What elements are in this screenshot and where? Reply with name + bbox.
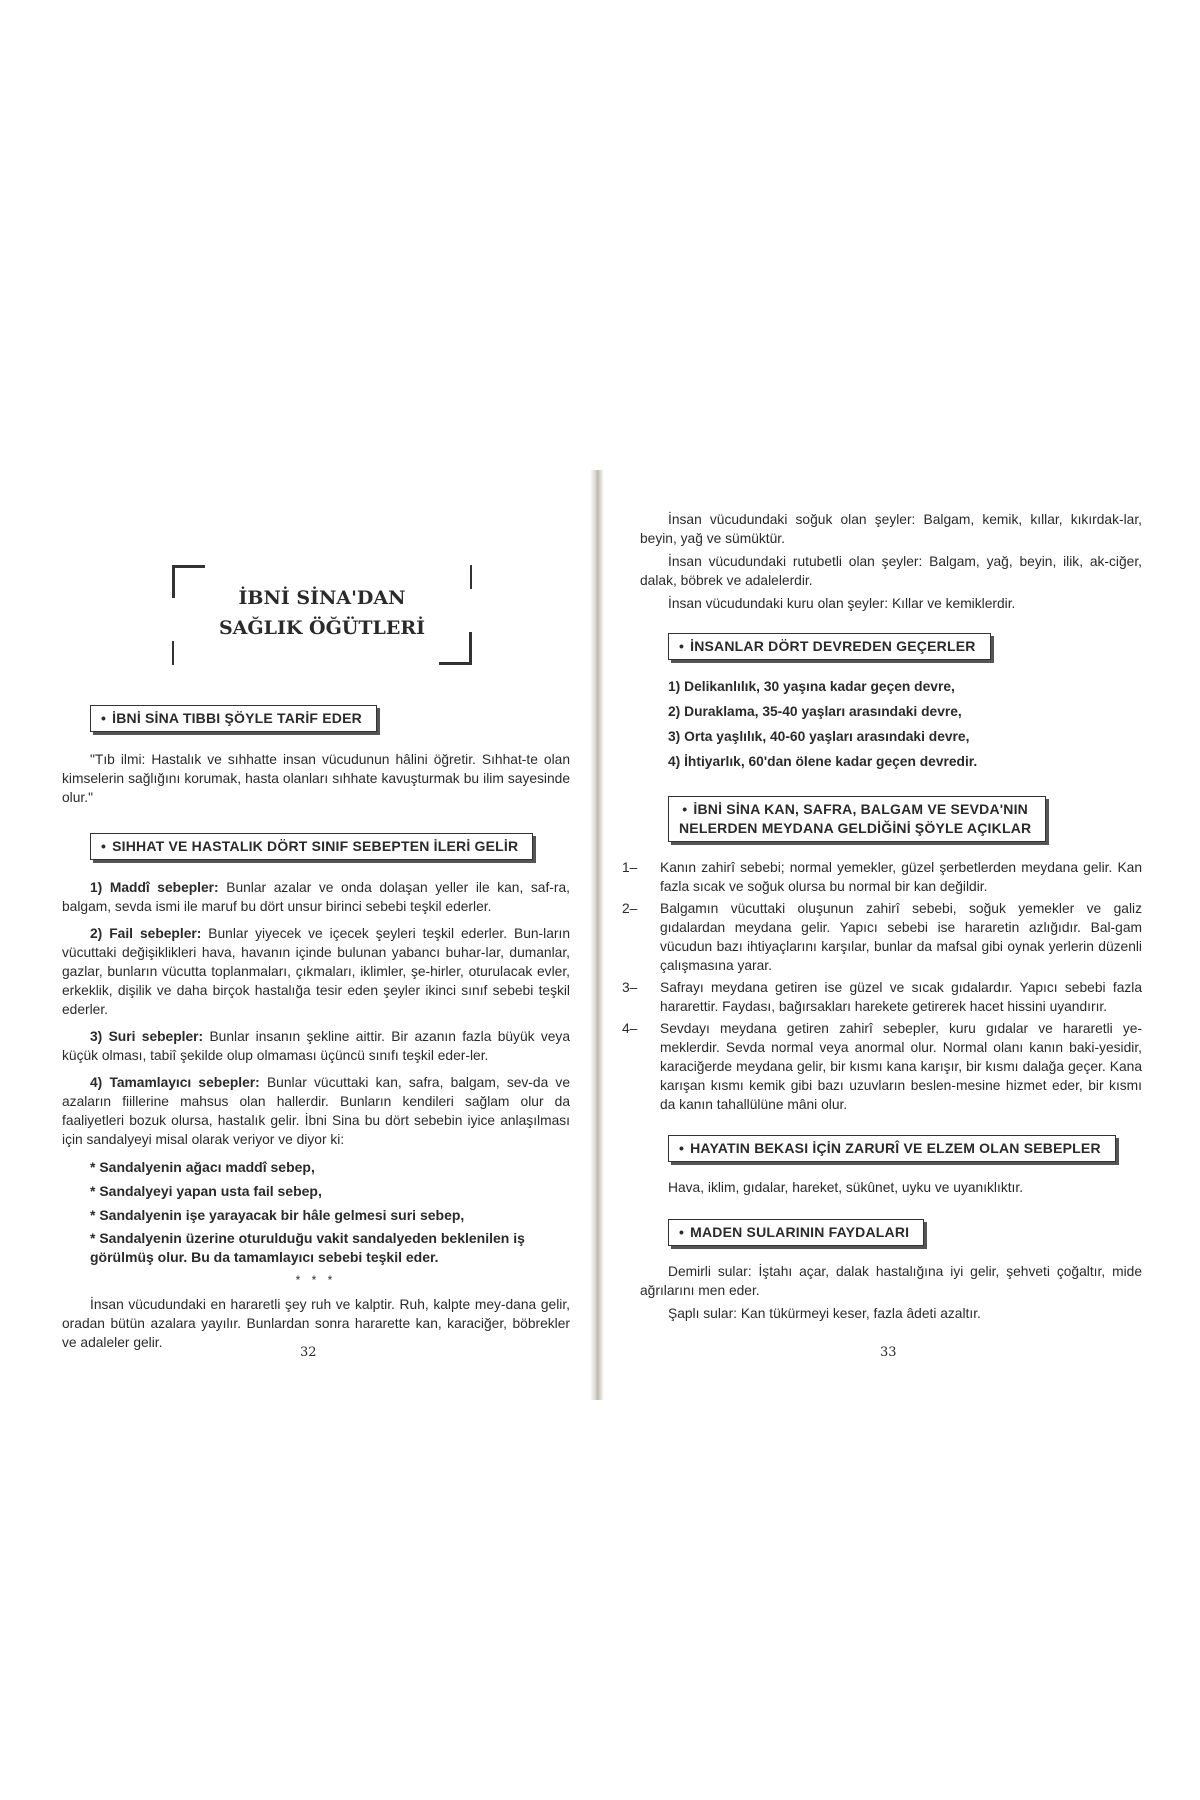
section-heading: • HAYATIN BEKASI İÇİN ZARURÎ VE ELZEM OLAN SEBEPLER [668,1135,1116,1162]
page-number: 32 [300,1345,317,1360]
left-page [62,470,570,1352]
paragraph: Demirli sular: İştahı açar, dalak hastalığına iyi gelir, şehveti çoğaltır, mide ağrılarını men eder. [640,1264,1142,1298]
paragraph [62,924,570,1019]
section-heading: • SIHHAT VE HASTALIK DÖRT SINIF SEBEPTEN İLERİ GELİR [90,833,533,860]
list-item: 2– Balgamın vücuttaki oluşunun zahirî sebebi, soğuk yemekler ve galiz gıdalardan meydana gelir. Yapıcı sebebi ise hararetin azlığıdır. Bal-gam vücudun bazı ihtiyaçlarını karşılar, bunlar da mafsal gibi oynak yerlerin düzenli çalışmasına yarar. [622,901,1142,973]
paragraph [62,1027,570,1065]
paragraph: İnsan vücudundaki soğuk olan şeyler: Balgam, kemik, kıllar, kıkırdak-lar, beyin, yağ ve sümüktür. [640,512,1142,546]
title-block [172,565,472,665]
paragraph [62,878,570,916]
chapter-title-line1: İBNİ SİNA'DAN [238,587,406,609]
list-item: 3– Safrayı meydana getiren ise güzel ve sıcak gıdalardır. Yapıcı sebebi fazla hararettir. Faydası, bağırsakları harekete getirerek hacet hissini uyandırır. [622,980,1142,1014]
paragraph: İnsan vücudundaki rutubetli olan şeyler: Balgam, yağ, beyin, ilik, ak-ciğer, dalak, böbrek ve adalelerdir. [640,554,1142,588]
book-gutter [590,470,604,1400]
section-heading: • İBNİ SİNA KAN, SAFRA, BALGAM VE SEVDA'NIN NELERDEN MEYDANA GELDİĞİNİ ŞÖYLE AÇIKLAR [668,796,1046,842]
paragraph: Hava, iklim, gıdalar, hareket, sükûnet, uyku ve uyanıklıktır. [668,1180,1024,1195]
right-page [622,510,1142,1323]
list-item: 4– Sevdayı meydana getiren zahirî sebepler, kuru gıdalar ve hararetli ye-meklerdir. Sevda normal veya anormal olur. Normal olanı kanın baki-yesidir, karaciğerde meydana gelir, bir kısmı kana karışır, bir kısmı dalağa geçer. Kana karışan kısmı kemik gibi bazı uzuvların beslen-mesine hizmet eder, bir kısmı da kanın tahallülüne mâni olur. [622,1021,1142,1112]
paragraph: Şaplı sular: Kan tükürmeyi keser, fazla âdeti azaltır. [668,1306,981,1321]
ornament-corner-icon [172,641,196,665]
list-item: * Sandalyenin üzerine oturulduğu vakit sandalyeden beklenilen iş görülmüş olur. Bu da tamamlayıcı sebebi teşkil eder. [90,1230,525,1265]
paragraph: "Tıb ilmi: Hastalık ve sıhhatte insan vücudunun hâlini öğretir. Sıhhat-te olan kimselerin sağlığını korumak, hasta olanları sıhhate kavuşturmak bu ilim sayesinde olur." [62,752,570,805]
list-item: 1– Kanın zahirî sebebi; normal yemekler, güzel şerbetlerden meydana gelir. Kan fazla sıcak ve soğuk olursa bu normal bir kan değildir. [622,860,1142,894]
periods-list [640,674,1142,774]
paragraph: İnsan vücudundaki kuru olan şeyler: Kıllar ve kemiklerdir. [668,596,1016,611]
item-lead: 2) Fail sebepler: [90,926,202,941]
item-lead: 3) Suri sebepler: [90,1029,204,1044]
section-heading: • İNSANLAR DÖRT DEVREDEN GEÇERLER [668,633,991,660]
section-heading: • MADEN SULARININ FAYDALARI [668,1219,924,1246]
list-item: * Sandalyenin işe yarayacak bir hâle gelmesi suri sebep, [90,1207,465,1223]
separator: * * * [295,1273,337,1287]
list-item: 2) Duraklama, 35-40 yaşları arasındaki devre, [668,704,962,719]
item-lead: 1) Maddî sebepler: [90,880,219,895]
list-item: 4) İhtiyarlık, 60'dan ölene kadar geçen devredir. [668,754,978,769]
item-text: Bunlar insanın şekline aittir. Bir azanın fazla büyük veya küçük olması, tabiî şekilde olup olmaması üçüncü sınıfı teşkil eder-ler. [62,1029,570,1063]
list-item: 3) Orta yaşlılık, 40-60 yaşları arasındaki devre, [668,729,970,744]
item-text: Bunlar azalar ve onda dolaşan yeller ile kan, saf-ra, balgam, sevda ismi ile maruf bu dört unsur birinci sebebi teşkil ederler. [62,880,570,914]
item-lead: 4) Tamamlayıcı sebepler: [90,1075,260,1090]
list-item: * Sandalyenin ağacı maddî sebep, [90,1159,315,1175]
list-item: 1) Delikanlılık, 30 yaşına kadar geçen devre, [668,679,955,694]
chapter-title-line2: SAĞLIK ÖĞÜTLERİ [218,617,426,639]
paragraph: İnsan vücudundaki en hararetli şey ruh ve kalptir. Ruh, kalpte mey-dana gelir, oradan bütün azalara yayılır. Bunlardan sonra hararette kan, karaciğer, böbrekler ve adaleler gelir. [62,1297,570,1350]
star-list [62,1155,570,1267]
list-item: * Sandalyeyi yapan usta fail sebep, [90,1183,322,1199]
ornament-corner-icon [448,565,472,589]
item-text: Bunlar vücuttaki kan, safra, balgam, sev-da ve azaların fiillerine mahsus olan hallerdir. Bunların kendileri sağlam olur da faaliyetleri bozuk olursa, hastalık gelir. İbni Sina bu dört sebebin iyice anlaşılması için sandalyeyi misal olarak veriyor ve diyor ki: [62,1075,570,1147]
section-heading: • İBNİ SİNA TIBBI ŞÖYLE TARİF EDER [90,705,377,732]
paragraph [62,1073,570,1149]
page-number: 33 [880,1345,897,1360]
item-text: Bunlar yiyecek ve içecek şeyleri teşkil ederler. Bun-ların vücuttaki değişiklikleri hava, havanın içinde bulunan yabancı buhar-lar, dumanlar, gazlar, bunların vücutta toplanmaları, çıkmaları, iklimler, şe-hirler, oturulacak evler, erkeklik, dişilik ve daha birçok hastalığa tesir eden şeyler ikinci sınıf sebebi teşkil ederler. [62,926,570,1017]
humors-list [622,858,1142,1114]
